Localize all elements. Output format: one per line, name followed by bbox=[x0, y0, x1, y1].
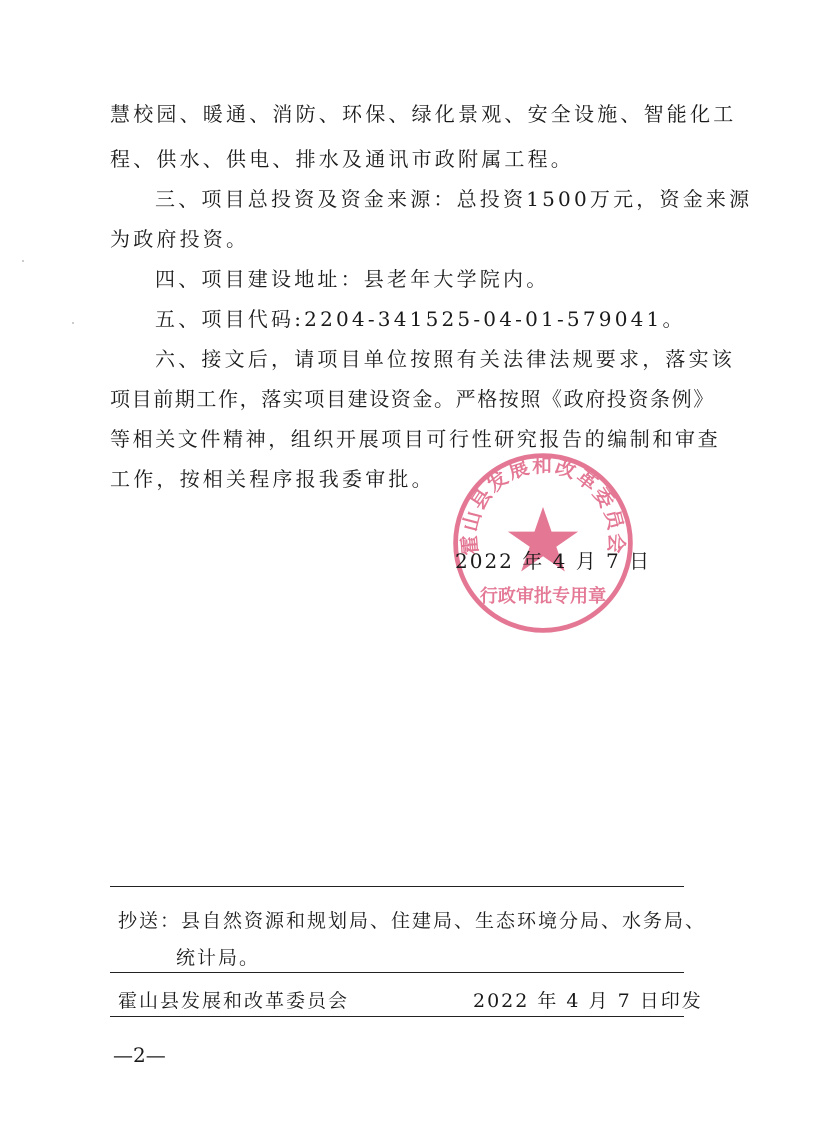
document-date: 2022 年 4 月 7 日 bbox=[455, 549, 652, 573]
print-date: 2022 年 4 月 7 日印发 bbox=[473, 990, 703, 1012]
issuer-name: 霍山县发展和改革委员会 bbox=[118, 990, 350, 1012]
body-line-10: 工作，按相关程序报我委审批。 bbox=[110, 467, 435, 491]
body-line-2: 程、供水、供电、排水及通讯市政附属工程。 bbox=[110, 147, 574, 171]
seal-outer-text: 霍山县发展和改革委员会 bbox=[456, 453, 630, 557]
divider-middle bbox=[110, 972, 684, 973]
body-line-5: 四、项目建设地址：县老年大学院内。 bbox=[155, 267, 550, 291]
seal-inner-text: 行政审批专用章 bbox=[479, 585, 607, 607]
body-line-6: 五、项目代码:2204-341525-04-01-579041。 bbox=[155, 307, 686, 331]
page-number: —2— bbox=[113, 1043, 166, 1067]
divider-bottom bbox=[110, 1016, 684, 1017]
body-line-4: 为政府投资。 bbox=[110, 227, 250, 251]
scan-speck bbox=[22, 260, 24, 262]
divider-top bbox=[110, 886, 684, 887]
body-line-7: 六、接文后，请项目单位按照有关法律法规要求，落实该 bbox=[155, 347, 735, 371]
cc-line-2: 统计局。 bbox=[176, 947, 261, 969]
body-line-9: 等相关文件精神，组织开展项目可行性研究报告的编制和审查 bbox=[110, 427, 721, 451]
body-line-3: 三、项目总投资及资金来源：总投资1500万元，资金来源 bbox=[155, 187, 753, 211]
cc-line-1: 抄送：县自然资源和规划局、住建局、生态环境分局、水务局、 bbox=[118, 910, 707, 932]
scan-speck bbox=[72, 322, 74, 324]
body-line-1: 慧校园、暖通、消防、环保、绿化景观、安全设施、智能化工 bbox=[110, 102, 737, 126]
body-line-8: 项目前期工作，落实项目建设资金。严格按照《政府投资条例》 bbox=[110, 387, 715, 411]
official-seal bbox=[448, 448, 638, 638]
